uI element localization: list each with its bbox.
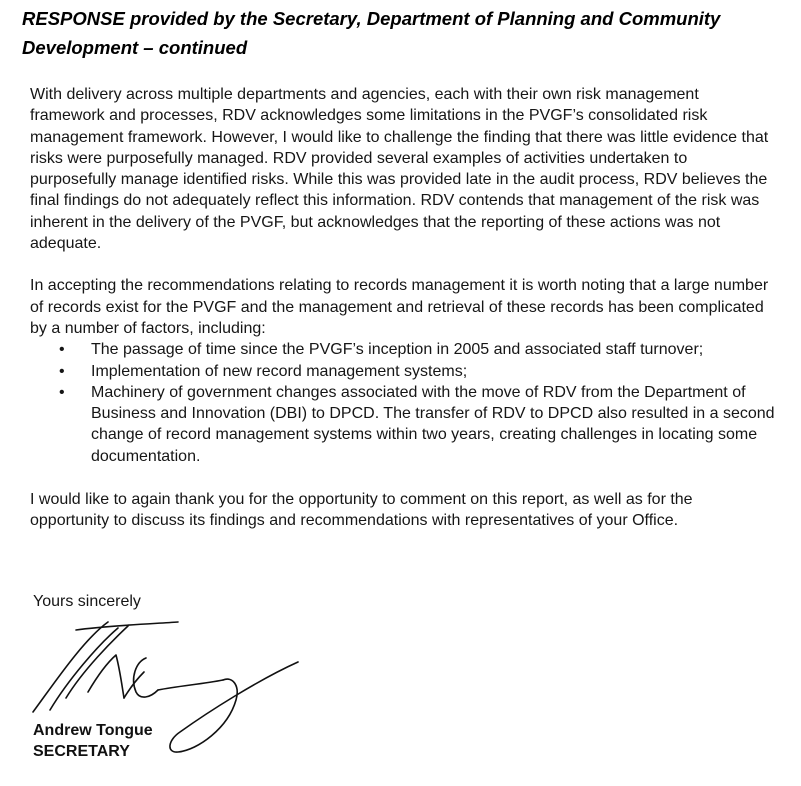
letter-body <box>30 84 775 553</box>
bullet-icon: • <box>59 341 65 359</box>
list-item-text: Machinery of government changes associated with the move of RDV from the Department of Business and Innovation (DBI) to DPCD. The transfer of RDV to DPCD also resulted in a second change of record management systems within two years, creating challenges in locating some documentation. <box>91 383 775 465</box>
paragraph-risk-management: With delivery across multiple departments and agencies, each with their own risk management framework and processes, RDV acknowledges some limitations in the PVGF’s consolidated risk management framework. However, I would like to challenge the finding that there was little evidence that risks were purposefully managed. RDV provided several examples of activities undertaken to purposefully manage identified risks. While this was provided late in the audit process, RDV believes the final findings do not adequately reflect this information. RDV contends that management of the risk was inherent in the delivery of the PVGF, but acknowledges that the reporting of these actions was not adequate. <box>30 86 769 253</box>
list-item-text: Implementation of new record management systems; <box>91 362 468 380</box>
bullet-icon: • <box>59 383 65 401</box>
list-item <box>30 382 775 467</box>
paragraph-thanks: I would like to again thank you for the opportunity to comment on this report, as well as for the opportunity to discuss its findings and recommendations with representatives of your Office. <box>30 491 693 530</box>
signature-block <box>33 720 153 762</box>
list-item-text: The passage of time since the PVGF’s inception in 2005 and associated staff turnover; <box>91 341 704 359</box>
closing-salutation: Yours sincerely <box>33 593 141 610</box>
signatory-title: SECRETARY <box>33 743 130 760</box>
list-item <box>30 339 775 360</box>
signatory-name: Andrew Tongue <box>33 722 153 739</box>
paragraph-records-management: In accepting the recommendations relating to records management it is worth noting that a large number of records exist for the PVGF and the management and retrieval of these records has been complicated by a number of factors, including: <box>30 277 769 337</box>
list-item <box>30 361 775 382</box>
bullet-icon: • <box>59 362 65 380</box>
page-header: RESPONSE provided by the Secretary, Department of Planning and Community Development – continued <box>22 8 721 58</box>
factors-list <box>30 339 775 467</box>
